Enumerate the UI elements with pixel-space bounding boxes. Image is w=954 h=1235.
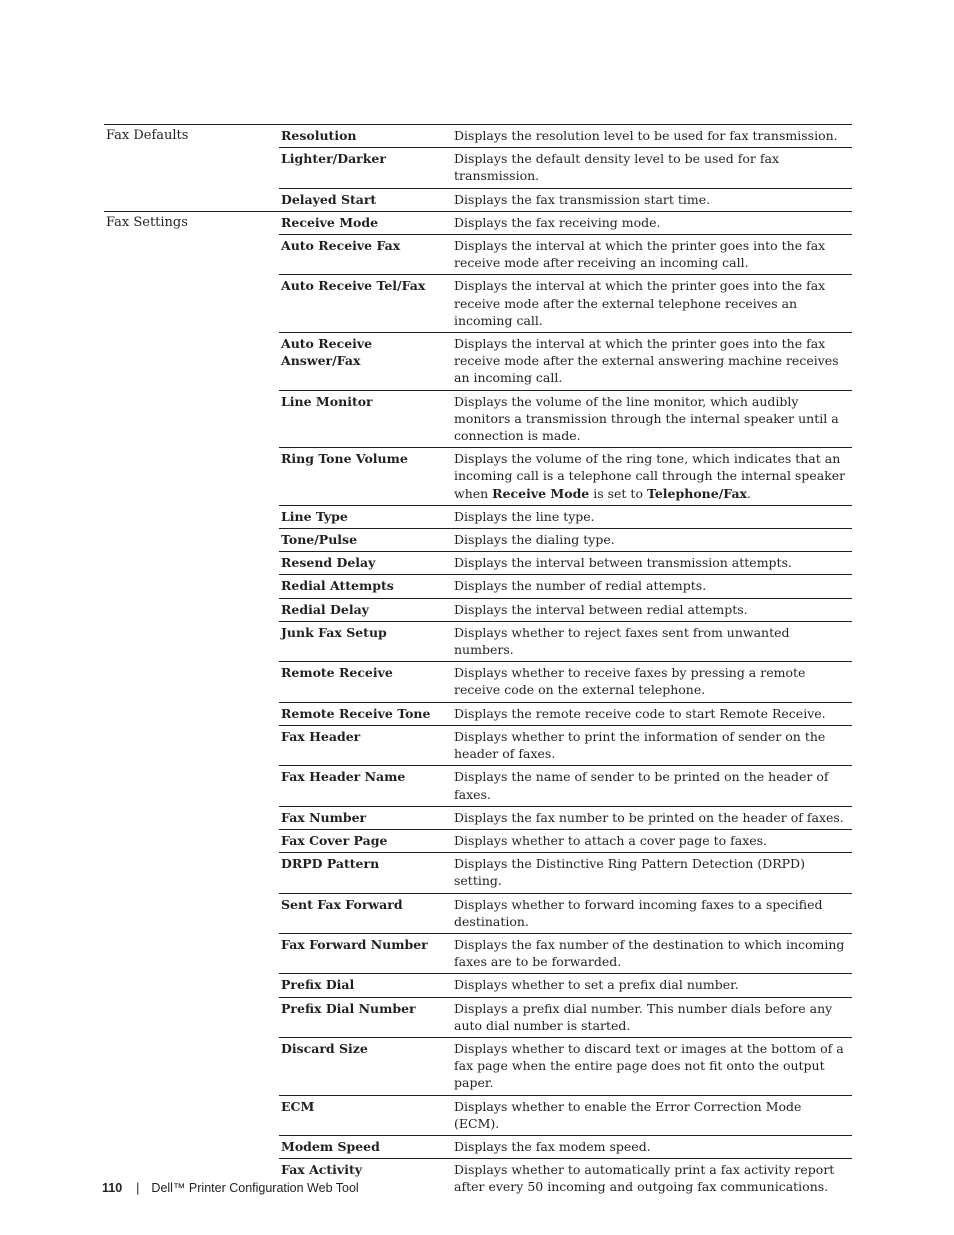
item-label: Fax Activity [279,1159,452,1199]
item-label: Remote Receive Tone [279,702,452,725]
item-description: Displays the line type. [452,505,852,528]
table-row [104,893,852,933]
item-label: Sent Fax Forward [279,893,452,933]
item-label: Ring Tone Volume [279,448,452,506]
page-number: 110 [102,1181,123,1195]
fax-settings-table [104,124,852,1199]
table-row [104,552,852,575]
item-description: Displays the resolution level to be used for fax transmission. [452,125,852,148]
item-description: Displays the Distinctive Ring Pattern Detection (DRPD) setting. [452,853,852,893]
group-spacer [104,1135,279,1158]
item-label: Redial Attempts [279,575,452,598]
item-description: Displays whether to attach a cover page to faxes. [452,829,852,852]
table-row [104,662,852,702]
table-row [104,1095,852,1135]
footer-separator: | [136,1181,140,1195]
group-spacer [104,662,279,702]
item-label: ECM [279,1095,452,1135]
group-spacer [104,529,279,552]
group-spacer [104,621,279,661]
group-spacer [104,333,279,391]
table-row [104,529,852,552]
item-description: Displays the number of redial attempts. [452,575,852,598]
table-row [104,997,852,1037]
table-row [104,829,852,852]
group-label-fax-settings: Fax Settings [104,211,279,234]
item-description: Displays whether to print the information of sender on the header of faxes. [452,725,852,765]
item-description [452,448,852,506]
item-label: Junk Fax Setup [279,621,452,661]
item-label: Line Monitor [279,390,452,448]
group-spacer [104,552,279,575]
group-label-fax-defaults: Fax Defaults [104,125,279,148]
group-spacer [104,1095,279,1135]
group-spacer [104,725,279,765]
item-label: Modem Speed [279,1135,452,1158]
group-spacer [104,275,279,333]
description-text: is set to [589,485,647,501]
item-description: Displays the remote receive code to start Remote Receive. [452,702,852,725]
group-spacer [104,933,279,973]
item-description: Displays the default density level to be used for fax transmission. [452,148,852,188]
receive-mode-reference: Receive Mode [492,485,590,501]
footer-title: Dell™ Printer Configuration Web Tool [151,1181,359,1195]
table-row [104,766,852,806]
description-text: Displays the volume of the ring tone, which indicates that an incoming call is a telephone call through the internal speaker when [454,451,846,501]
table-row [104,853,852,893]
table-row [104,235,852,275]
item-description: Displays whether to set a prefix dial number. [452,974,852,997]
item-label: Redial Delay [279,598,452,621]
table-row [104,598,852,621]
item-label: Prefix Dial Number [279,997,452,1037]
item-label: Fax Number [279,806,452,829]
item-description: Displays a prefix dial number. This number dials before any auto dial number is started. [452,997,852,1037]
item-label: Fax Header [279,725,452,765]
group-spacer [104,974,279,997]
table-row [104,933,852,973]
group-spacer [104,766,279,806]
table-row [104,390,852,448]
group-spacer [104,598,279,621]
fax-settings-table-body [104,125,852,1199]
item-description: Displays the fax transmission start time. [452,188,852,211]
item-description: Displays whether to enable the Error Correction Mode (ECM). [452,1095,852,1135]
table-row [104,448,852,506]
item-label: Resend Delay [279,552,452,575]
group-spacer [104,853,279,893]
group-spacer [104,188,279,211]
item-label: Lighter/Darker [279,148,452,188]
item-label: Auto Receive Fax [279,235,452,275]
item-label: DRPD Pattern [279,853,452,893]
group-spacer [104,575,279,598]
item-label: Auto Receive Tel/Fax [279,275,452,333]
group-spacer [104,1037,279,1095]
item-label: Fax Forward Number [279,933,452,973]
group-spacer [104,702,279,725]
table-row [104,1135,852,1158]
item-description: Displays the interval at which the printer goes into the fax receive mode after the external telephone receives an incoming call. [452,275,852,333]
item-label: Fax Header Name [279,766,452,806]
item-label: Tone/Pulse [279,529,452,552]
page-footer [102,1181,359,1195]
group-spacer [104,505,279,528]
item-label: Fax Cover Page [279,829,452,852]
item-description: Displays the fax modem speed. [452,1135,852,1158]
group-spacer [104,806,279,829]
table-row [104,702,852,725]
item-description: Displays whether to receive faxes by pressing a remote receive code on the external telephone. [452,662,852,702]
item-description: Displays whether to forward incoming faxes to a specified destination. [452,893,852,933]
table-row [104,621,852,661]
table-row [104,806,852,829]
table-row [104,725,852,765]
item-description: Displays the dialing type. [452,529,852,552]
table-row [104,211,852,234]
item-label: Discard Size [279,1037,452,1095]
group-spacer [104,390,279,448]
item-description: Displays the fax number to be printed on the header of faxes. [452,806,852,829]
group-spacer [104,893,279,933]
item-description: Displays the interval at which the printer goes into the fax receive mode after receiving an incoming call. [452,235,852,275]
table-row [104,575,852,598]
table-row [104,188,852,211]
table-row [104,1037,852,1095]
item-description: Displays whether to automatically print a fax activity report after every 50 incoming and outgoing fax communications. [452,1159,852,1199]
table-row [104,333,852,391]
item-description: Displays whether to reject faxes sent from unwanted numbers. [452,621,852,661]
item-label: Remote Receive [279,662,452,702]
group-spacer [104,235,279,275]
table-row [104,148,852,188]
item-description: Displays the volume of the line monitor, which audibly monitors a transmission through the internal speaker until a connection is made. [452,390,852,448]
item-label: Prefix Dial [279,974,452,997]
group-spacer [104,148,279,188]
description-text: . [747,485,751,501]
table-row [104,125,852,148]
item-label: Resolution [279,125,452,148]
item-description: Displays whether to discard text or images at the bottom of a fax page when the entire page does not fit onto the output paper. [452,1037,852,1095]
table-row [104,974,852,997]
item-description: Displays the interval at which the printer goes into the fax receive mode after the external answering machine receives an incoming call. [452,333,852,391]
group-spacer [104,448,279,506]
item-label: Auto Receive Answer/Fax [279,333,452,391]
item-description: Displays the interval between transmission attempts. [452,552,852,575]
group-spacer [104,829,279,852]
table-row [104,505,852,528]
item-description: Displays the fax number of the destination to which incoming faxes are to be forwarded. [452,933,852,973]
item-description: Displays the name of sender to be printed on the header of faxes. [452,766,852,806]
item-description: Displays the fax receiving mode. [452,211,852,234]
telephone-fax-reference: Telephone/Fax [646,485,748,501]
item-label: Delayed Start [279,188,452,211]
item-label: Line Type [279,505,452,528]
table-row [104,275,852,333]
item-label: Receive Mode [279,211,452,234]
item-description: Displays the interval between redial attempts. [452,598,852,621]
group-spacer [104,997,279,1037]
